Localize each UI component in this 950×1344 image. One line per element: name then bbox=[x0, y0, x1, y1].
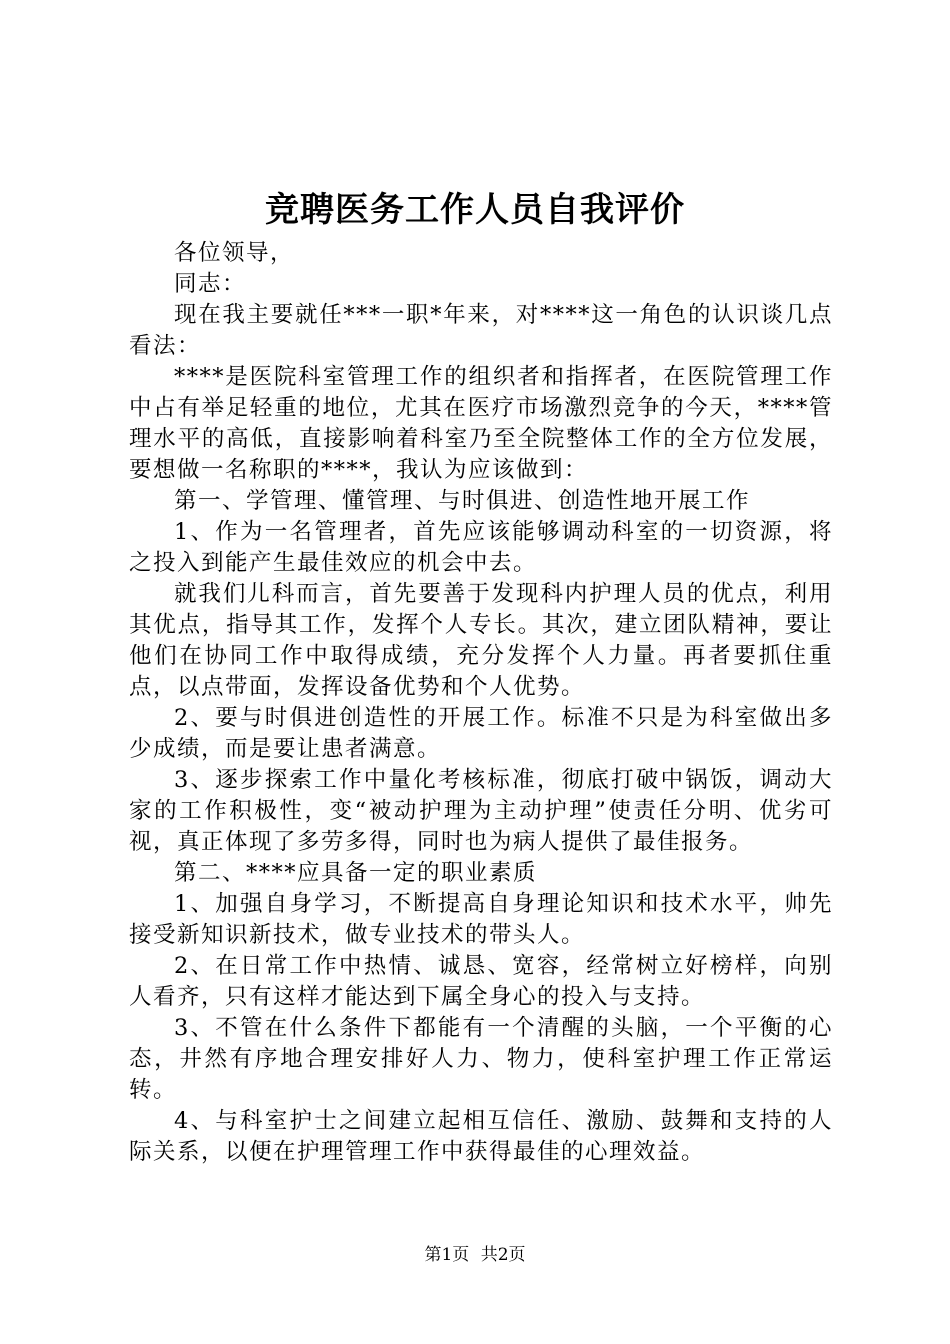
paragraph-point-2-1: 1、加强自身学习，不断提高自身理论知识和技术水平，帅先接受新知识新技术，做专业技术的带头人。 bbox=[129, 891, 833, 948]
document-title: 竞聘医务工作人员自我评价 bbox=[265, 190, 685, 230]
paragraph-role-description: ****是医院科室管理工作的组织者和指挥者，在医院管理工作中占有举足轻重的地位，尤其在医疗市场激烈竞争的今天，****管理水平的高低，直接影响着科室乃至全院整体工作的全方位发展，要想做一名称职的****，我认为应该做到： bbox=[129, 364, 833, 483]
page-footer bbox=[0, 1243, 950, 1267]
section-heading-2: 第二、****应具备一定的职业素质 bbox=[174, 860, 538, 886]
paragraph-point-2-2: 2、在日常工作中热情、诚恳、宽容，经常树立好榜样，向别人看齐，只有这样才能达到下属全身心的投入与支持。 bbox=[129, 953, 833, 1010]
paragraph-point-1-1: 1、作为一名管理者，首先应该能够调动科室的一切资源，将之投入到能产生最佳效应的机会中去。 bbox=[129, 519, 833, 576]
page-total: 共2页 bbox=[480, 1245, 526, 1265]
paragraph-salutation-2: 同志： bbox=[174, 271, 247, 297]
page-number: 第1页 bbox=[424, 1245, 470, 1265]
paragraph-point-1-2: 2、要与时俱进创造性的开展工作。标准不只是为科室做出多少成绩，而是要让患者满意。 bbox=[129, 705, 833, 762]
paragraph-point-1-3: 3、逐步探索工作中量化考核标准，彻底打破中锅饭，调动大家的工作积极性，变“被动护理为主动护理”使责任分明、优劣可视，真正体现了多劳多得，同时也为病人提供了最佳报务。 bbox=[129, 767, 833, 855]
section-heading-1: 第一、学管理、懂管理、与时俱进、创造性地开展工作 bbox=[174, 488, 751, 514]
paragraph-salutation-1: 各位领导， bbox=[174, 240, 295, 266]
document-body bbox=[129, 238, 833, 1168]
paragraph-point-2-4: 4、与科室护士之间建立起相互信任、激励、鼓舞和支持的人际关系，以便在护理管理工作中获得最佳的心理效益。 bbox=[129, 1108, 833, 1165]
paragraph-pediatrics: 就我们儿科而言，首先要善于发现科内护理人员的优点，利用其优点，指导其工作，发挥个人专长。其次，建立团队精神，要让他们在协同工作中取得成绩，充分发挥个人力量。再者要抓住重点，以点带面，发挥设备优势和个人优势。 bbox=[129, 581, 833, 700]
paragraph-point-2-3: 3、不管在什么条件下都能有一个清醒的头脑，一个平衡的心态，井然有序地合理安排好人力、物力，使科室护理工作正常运转。 bbox=[129, 1015, 833, 1103]
paragraph-intro: 现在我主要就任***一职*年来，对****这一角色的认识谈几点看法： bbox=[129, 302, 833, 359]
